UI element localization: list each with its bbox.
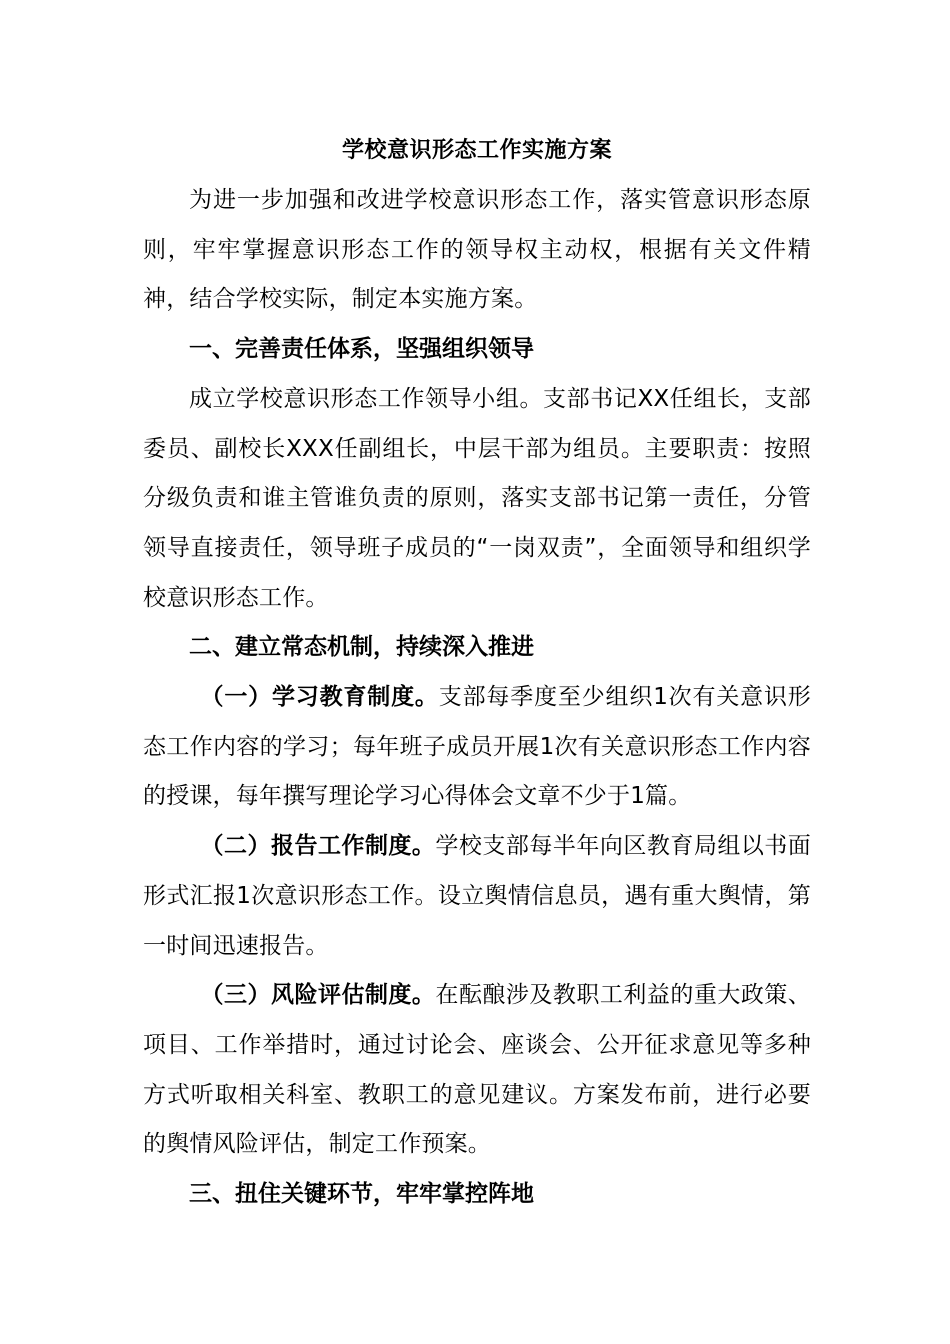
item-2-text: 学校支部每半年向区教育局组以书面形式汇报1次意识形态工作。设立舆情信息员，遇有重大舆情，第一时间迅速报告。 (143, 833, 811, 959)
document-title: 学校意识形态工作实施方案 (341, 138, 612, 163)
section2-item-2 (143, 822, 811, 971)
item-1-lead: （一）学习教育制度。 (200, 684, 439, 711)
item-1-text: 支部每季度至少组织1次有关意识形态工作内容的学习；每年班子成员开展1次有关意识形态工作内容的授课，每年撰写理论学习心得体会文章不少于1篇。 (143, 684, 811, 810)
section2-heading: 二、建立常态机制，持续深入推进 (189, 634, 534, 661)
intro-paragraph: 为进一步加强和改进学校意识形态工作，落实管意识形态原则，牢牢掌握意识形态工作的领导权主动权，根据有关文件精神，结合学校实际，制定本实施方案。 (143, 187, 811, 313)
item-3-text: 在酝酿涉及教职工利益的重大政策、项目、工作举措时，通过讨论会、座谈会、公开征求意见等多种方式听取相关科室、教职工的意见建议。方案发布前，进行必要的舆情风险评估，制定工作预案。 (143, 982, 811, 1158)
item-3-lead: （三）风险评估制度。 (200, 982, 436, 1009)
document-page (143, 126, 811, 1220)
section1-heading: 一、完善责任体系，坚强组织领导 (189, 336, 534, 363)
section2-item-1 (143, 673, 811, 822)
section1-body: 成立学校意识形态工作领导小组。支部书记XX任组长，支部委员、副校长XXX任副组长，中层干部为组员。主要职责：按照分级负责和谁主管谁负责的原则，落实支部书记第一责任，分管领导直接责任，领导班子成员的“一岗双责”，全面领导和组织学校意识形态工作。 (143, 385, 811, 611)
section3-heading: 三、扭住关键环节，牢牢掌控阵地 (189, 1181, 534, 1208)
section2-item-3 (143, 971, 811, 1170)
item-2-lead: （二）报告工作制度。 (200, 833, 436, 860)
